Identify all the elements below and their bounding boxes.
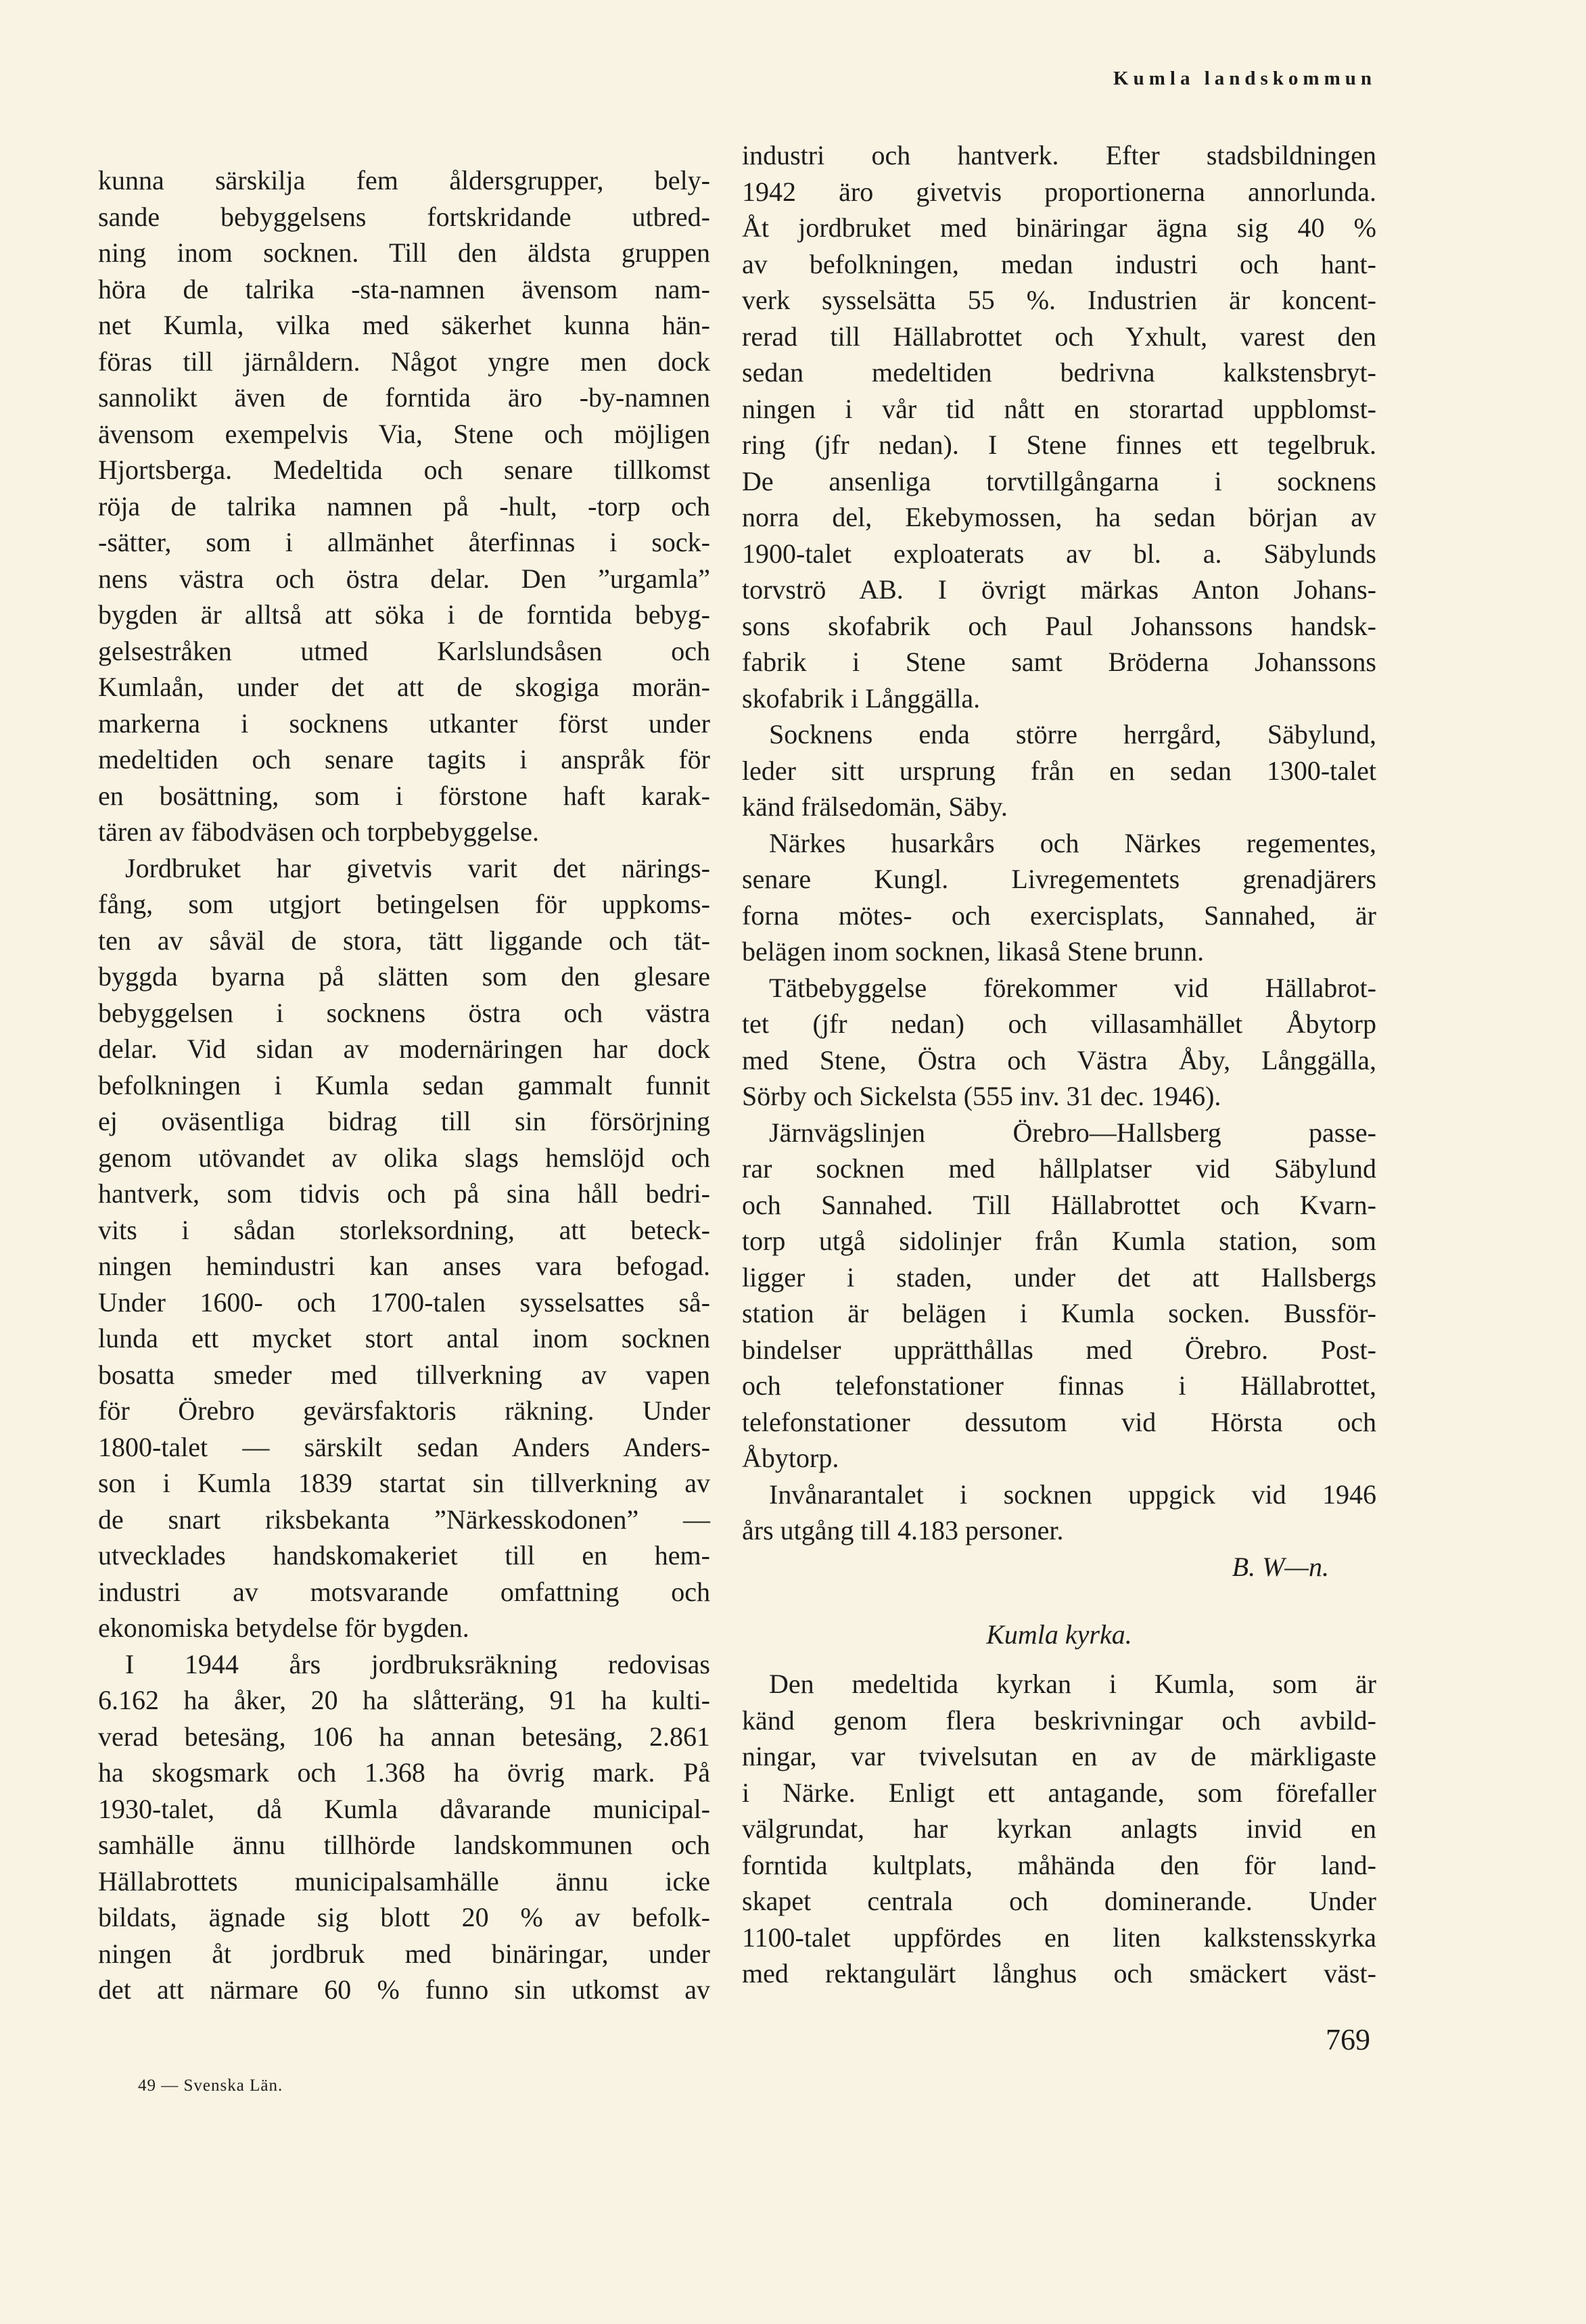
text-line: byggda byarna på slätten som den glesare — [98, 961, 710, 992]
text-line: bildats, ägnade sig blott 20 % av befolk- — [98, 1902, 710, 1932]
text-line: verad betesäng, 106 ha annan betesäng, 2.861 — [98, 1721, 710, 1752]
text-line: sons skofabrik och Paul Johanssons handsk- — [742, 610, 1376, 641]
paragraph — [742, 1477, 1376, 1549]
paragraph — [742, 825, 1376, 970]
text-line: De ansenliga torvtillgångarna i socknens — [742, 465, 1376, 496]
text-line: Den medeltida kyrkan i Kumla, som är — [769, 1669, 1376, 1699]
text-line: markerna i socknens utkanter först under — [98, 707, 710, 739]
text-line: I 1944 års jordbruksräkning redovisas — [125, 1648, 710, 1679]
text-line: 1900-talet exploaterats av bl. a. Säbylunds — [742, 538, 1376, 569]
text-line: station är belägen i Kumla socken. Bussför- — [742, 1298, 1376, 1328]
text-line: fång, som utgjort betingelsen för uppkoms- — [98, 889, 710, 919]
text-line: Socknens enda större herrgård, Säbylund, — [769, 719, 1376, 749]
left-column — [98, 162, 710, 2008]
text-line: för Örebro gevärsfaktoris räkning. Under — [98, 1395, 710, 1426]
text-line: Under 1600- och 1700-talen sysselsattes så- — [98, 1286, 710, 1318]
text-line: nens västra och östra delar. Den ”urgamla” — [98, 563, 710, 594]
text-line: samhälle ännu tillhörde landskommunen och — [98, 1830, 710, 1860]
text-line: ring (jfr nedan). I Stene finnes ett tegelbruk. — [742, 429, 1376, 460]
text-line: lunda ett mycket stort antal inom socknen — [98, 1323, 710, 1353]
text-line: gelsestråken utmed Karlslundsåsen och — [98, 635, 710, 666]
text-line: belägen inom socknen, likaså Stene brunn. — [742, 936, 1205, 967]
text-line: ekonomiska betydelse för bygden. — [98, 1612, 469, 1643]
text-line: rar socknen med hållplatser vid Säbylund — [742, 1153, 1376, 1184]
text-line: och telefonstationer finnas i Hällabrottet, — [742, 1370, 1376, 1401]
text-line: av befolkningen, medan industri och hant- — [742, 248, 1376, 279]
text-line: ha skogsmark och 1.368 ha övrig mark. På — [98, 1757, 710, 1788]
text-line: det att närmare 60 % funno sin utkomst av — [98, 1974, 710, 2005]
text-line: ligger i staden, under det att Hallsbergs — [742, 1261, 1376, 1293]
text-line: Kumlaån, under det att de skogiga morän- — [98, 672, 710, 702]
author-signature: B. W—n. — [1232, 1551, 1329, 1582]
paragraph — [742, 137, 1376, 716]
text-line: fabrik i Stene samt Bröderna Johanssons — [742, 647, 1376, 677]
text-line: forntida kultplats, måhända den för land- — [742, 1849, 1376, 1880]
text-line: ning inom socknen. Till den äldsta gruppen — [98, 237, 710, 268]
section-heading: Kumla kyrka. — [986, 1619, 1132, 1650]
text-line: 1800-talet — särskilt sedan Anders Anders- — [98, 1431, 710, 1462]
text-line: ävensom exempelvis Via, Stene och möjligen — [98, 418, 710, 449]
text-line: bindelser upprätthållas med Örebro. Post- — [742, 1334, 1376, 1365]
running-header: Kumla landskommun — [1113, 68, 1376, 89]
paragraph — [742, 1115, 1376, 1477]
right-column — [742, 137, 1376, 1585]
text-line: verk sysselsätta 55 %. Industrien är koncent- — [742, 285, 1376, 315]
text-line: norra del, Ekebymossen, ha sedan början av — [742, 502, 1376, 532]
text-line: Hjortsberga. Medeltida och senare tillkomst — [98, 455, 710, 485]
text-line: ten av såväl de stora, tätt liggande och tät- — [98, 925, 710, 956]
text-line: 1100-talet uppfördes en liten kalkstensskyrka — [742, 1922, 1376, 1953]
text-line: delar. Vid sidan av modernäringen har dock — [98, 1033, 710, 1064]
text-line: senare Kungl. Livregementets grenadjärers — [742, 864, 1376, 894]
text-line: Åt jordbruket med binäringar ägna sig 40 % — [742, 212, 1376, 243]
text-line: utvecklades handskomakeriet till en hem- — [98, 1540, 710, 1571]
text-line: och Sannahed. Till Hällabrottet och Kvarn- — [742, 1189, 1376, 1220]
paragraph — [742, 716, 1376, 825]
text-line: bebyggelsen i socknens östra och västra — [98, 997, 710, 1028]
section-body — [742, 1666, 1376, 1992]
text-line: kunna särskilja fem åldersgrupper, bely- — [98, 165, 710, 195]
text-line: Åbytorp. — [742, 1443, 839, 1473]
paragraph — [742, 1666, 1376, 1992]
text-line: skofabrik i Långgälla. — [742, 682, 981, 714]
text-line: Tätbebyggelse förekommer vid Hällabrot- — [769, 972, 1376, 1003]
text-line: 1930-talet, då Kumla dåvarande municipal- — [98, 1793, 710, 1824]
paragraph — [98, 850, 710, 1646]
text-line: 1942 äro givetvis proportionerna annorlunda. — [742, 176, 1376, 207]
text-line: sannolikt även de forntida äro -by-namnen — [98, 382, 710, 413]
text-line: tären av fäbodväsen och torpbebyggelse. — [98, 816, 539, 847]
text-line: Invånarantalet i socknen uppgick vid 1946 — [769, 1479, 1376, 1510]
text-line: bygden är alltså att söka i de forntida bebyg- — [98, 599, 710, 630]
text-line: bosatta smeder med tillverkning av vapen — [98, 1359, 710, 1390]
text-line: känd frälsedomän, Säby. — [742, 791, 1008, 822]
text-line: års utgång till 4.183 personer. — [742, 1515, 1064, 1546]
text-line: hantverk, som tidvis och på sina håll bedri- — [98, 1178, 710, 1209]
text-line: tet (jfr nedan) och villasamhället Åbytorp — [742, 1008, 1376, 1039]
text-line: Sörby och Sickelsta (555 inv. 31 dec. 1946). — [742, 1081, 1221, 1111]
text-line: välgrundat, har kyrkan anlagts invid en — [742, 1813, 1376, 1844]
kumla-kyrka-section — [742, 1617, 1376, 1992]
text-line: ningen åt jordbruk med binäringar, under — [98, 1938, 710, 1969]
text-line: ej oväsentliga bidrag till sin försörjning — [98, 1106, 710, 1136]
signature-mark: 49 — Svenska Län. — [138, 2076, 283, 2095]
text-line: Närkes husarkårs och Närkes regementes, — [769, 827, 1376, 858]
text-line: röja de talrika namnen på -hult, -torp och — [98, 490, 710, 521]
text-line: industri av motsvarande omfattning och — [98, 1576, 710, 1607]
text-line: son i Kumla 1839 startat sin tillverkning av — [98, 1468, 710, 1498]
text-line: genom utövandet av olika slags hemslöjd och — [98, 1142, 710, 1173]
text-line: en bosättning, som i förstone haft karak- — [98, 780, 710, 811]
text-line: ningar, var tvivelsutan en av de märkligaste — [742, 1741, 1376, 1771]
text-line: industri och hantverk. Efter stadsbildningen — [742, 140, 1376, 170]
text-line: i Närke. Enligt ett antagande, som förefaller — [742, 1777, 1376, 1808]
text-line: telefonstationer dessutom vid Hörsta och — [742, 1406, 1376, 1437]
text-line: vits i sådan storleksordning, att beteck- — [98, 1214, 710, 1245]
text-line: sande bebyggelsens fortskridande utbred- — [98, 201, 710, 232]
text-line: net Kumla, vilka med säkerhet kunna hän- — [98, 310, 710, 340]
text-line: med Stene, Östra och Västra Åby, Långgälla, — [742, 1044, 1376, 1075]
text-line: rerad till Hällabrottet och Yxhult, varest den — [742, 321, 1376, 352]
text-line: -sätter, som i allmänhet återfinnas i sock- — [98, 527, 710, 557]
paragraph — [98, 1646, 710, 2008]
text-line: torvströ AB. I övrigt märkas Anton Johans- — [742, 574, 1376, 605]
text-line: forna mötes- och exercisplats, Sannahed, är — [742, 900, 1376, 931]
text-line: höra de talrika -sta-namnen ävensom nam- — [98, 273, 710, 304]
text-line: leder sitt ursprung från en sedan 1300-talet — [742, 755, 1376, 786]
paragraph — [98, 162, 710, 850]
text-line: 6.162 ha åker, 20 ha slåtteräng, 91 ha kulti- — [98, 1685, 710, 1715]
text-line: sedan medeltiden bedrivna kalkstensbryt- — [742, 357, 1376, 388]
text-line: föras till järnåldern. Något yngre men dock — [98, 346, 710, 377]
text-line: Hällabrottets municipalsamhälle ännu icke — [98, 1865, 710, 1897]
text-line: Jordbruket har givetvis varit det närings- — [125, 852, 710, 883]
text-line: Järnvägslinjen Örebro—Hallsberg passe- — [769, 1117, 1376, 1148]
text-line: befolkningen i Kumla sedan gammalt funnit — [98, 1069, 710, 1100]
text-line: ningen i vår tid nått en storartad uppblomst- — [742, 393, 1376, 424]
text-line: torp utgå sidolinjer från Kumla station, som — [742, 1226, 1376, 1256]
text-line: medeltiden och senare tagits i anspråk för — [98, 744, 710, 774]
paragraph — [742, 970, 1376, 1115]
text-line: ningen hemindustri kan anses vara befogad. — [98, 1251, 710, 1281]
text-line: känd genom flera beskrivningar och avbild- — [742, 1704, 1376, 1736]
text-line: skapet centrala och dominerande. Under — [742, 1886, 1376, 1916]
text-line: med rektangulärt långhus och smäckert väst- — [742, 1958, 1376, 1989]
page-number: 769 — [1326, 2023, 1370, 2056]
text-line: de snart riksbekanta ”Närkesskodonen” — — [98, 1504, 710, 1535]
